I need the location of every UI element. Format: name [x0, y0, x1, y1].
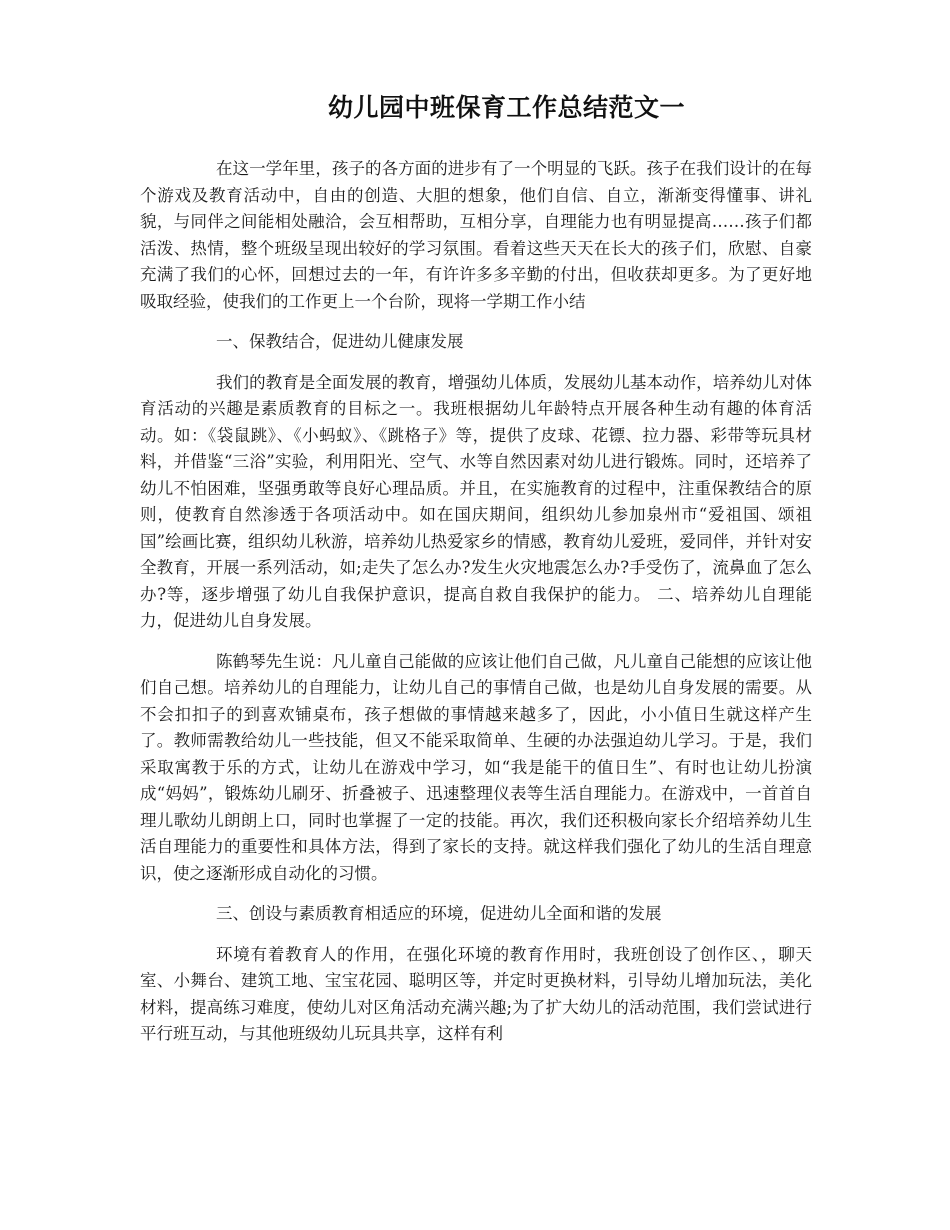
- section-heading-3: 三、创设与素质教育相适应的环境，促进幼儿全面和谐的发展: [216, 904, 662, 923]
- section-1-paragraph: 我们的教育是全面发展的教育，增强幼儿体质，发展幼儿基本动作，培养幼儿对体育活动的兴趣是素质教育的目标之一。我班根据幼儿年龄特点开展各种生动有趣的体育活动。如：《袋鼠跳》、《小蚂蚁》、《跳格子》等，提供了皮球、花镖、拉力器、彩带等玩具材料，并借鉴“三浴”实验，利用阳光、空气、水等自然因素对幼儿进行锻炼。同时，还培养了幼儿不怕困难，坚强勇敢等良好心理品质。并且，在实施教育的过程中，注重保教结合的原则，使教育自然渗透于各项活动中。如在国庆期间，组织幼儿参加泉州市“爱祖国、颂祖国”绘画比赛，组织幼儿秋游，培养幼儿热爱家乡的情感，教育幼儿爱班，爱同伴，并针对安全教育，开展一系列活动，如;走失了怎么办?发生火灾地震怎么办?手受伤了，流鼻血了怎么办?等，逐步增强了幼儿自我保护意识，提高自救自我保护的能力。 二、培养幼儿自理能力，促进幼儿自身发展。: [140, 372, 812, 630]
- document-title: 幼儿园中班保育工作总结范文一: [328, 93, 686, 122]
- document-page: [140, 88, 812, 1062]
- intro-paragraph: 在这一学年里，孩子的各方面的进步有了一个明显的飞跃。孩子在我们设计的在每个游戏及教育活动中，自由的创造、大胆的想象，他们自信、自立，渐渐变得懂事、讲礼貌，与同伴之间能相处融洽，会互相帮助，互相分享，自理能力也有明显提高……孩子们都活泼、热情，整个班级呈现出较好的学习氛围。看着这些天天在长大的孩子们，欣慰、自豪充满了我们的心怀，回想过去的一年，有许许多多辛勤的付出，但收获却更多。为了更好地吸取经验，使我们的工作更上一个台阶，现将一学期工作小结: [140, 159, 812, 311]
- section-2-paragraph: 陈鹤琴先生说：凡儿童自己能做的应该让他们自己做，凡儿童自己能想的应该让他们自己想。培养幼儿的自理能力，让幼儿自己的事情自己做，也是幼儿自身发展的需要。从不会扣扣子的到喜欢铺桌布，孩子想做的事情越来越多了，因此，小小值日生就这样产生了。教师需教给幼儿一些技能，但又不能采取简单、生硬的办法强迫幼儿学习。于是，我们采取寓教于乐的方式，让幼儿在游戏中学习，如“我是能干的值日生”、有时也让幼儿扮演成“妈妈”，锻炼幼儿刷牙、折叠被子、迅速整理仪表等生活自理能力。在游戏中，一首首自理儿歌幼儿朗朗上口，同时也掌握了一定的技能。再次，我们还积极向家长介绍培养幼儿生活自理能力的重要性和具体方法，得到了家长的支持。就这样我们强化了幼儿的生活自理意识，使之逐渐形成自动化的习惯。: [140, 651, 812, 883]
- section-heading-1: 一、保教结合，促进幼儿健康发展: [216, 332, 464, 351]
- section-3-paragraph: 环境有着教育人的作用，在强化环境的教育作用时，我班创设了创作区、，聊天室、小舞台、建筑工地、宝宝花园、聪明区等，并定时更换材料，引导幼儿增加玩法，美化材料，提高练习难度，使幼儿对区角活动充满兴趣;为了扩大幼儿的活动范围，我们尝试进行平行班互动，与其他班级幼儿玩具共享，这样有利: [140, 944, 812, 1043]
